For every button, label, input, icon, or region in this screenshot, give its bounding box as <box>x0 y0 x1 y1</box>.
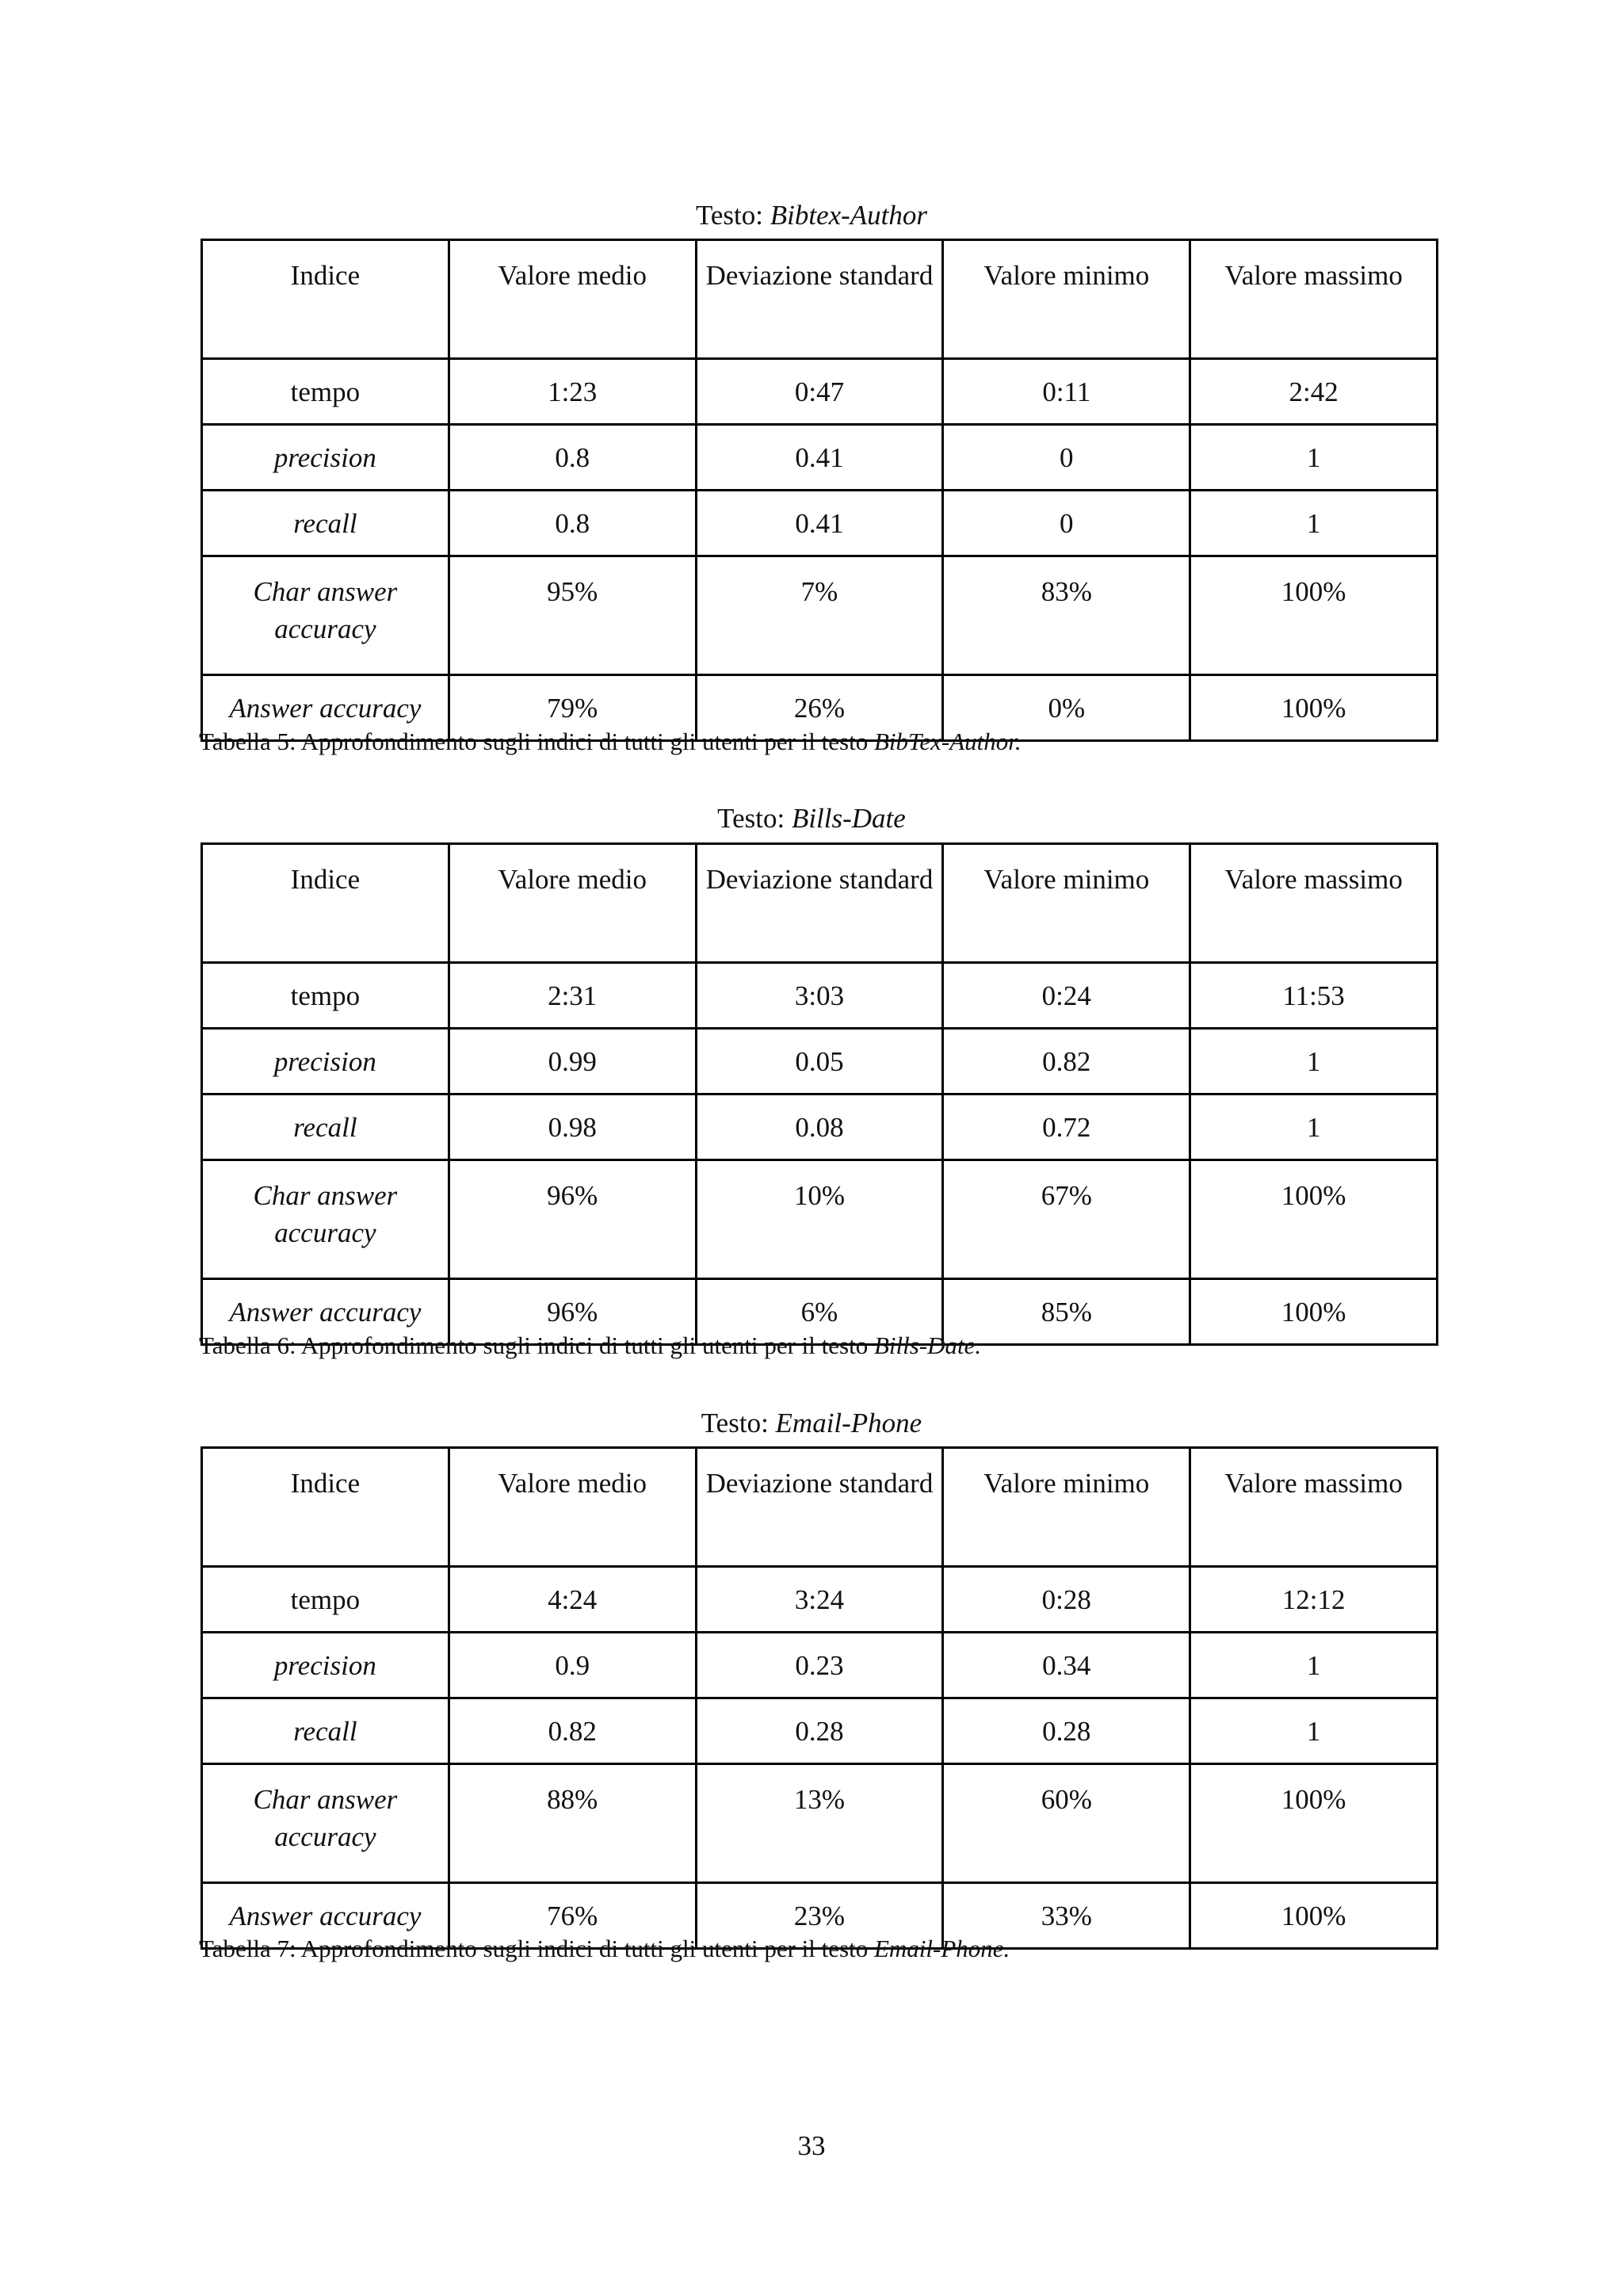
table-cell: 13% <box>696 1764 943 1883</box>
column-header: Indice <box>202 1448 449 1567</box>
table-cell: 0:24 <box>943 963 1190 1029</box>
table-cell: 1 <box>1190 425 1438 491</box>
column-header: Valore medio <box>449 240 696 359</box>
table-cell: 0.28 <box>943 1698 1190 1764</box>
table-row <box>202 1160 1438 1279</box>
table-cell: 0% <box>943 675 1190 741</box>
table-cell: 2:42 <box>1190 359 1438 425</box>
table-caption: Tabella 6: Approfondimento sugli indici di tutti gli utenti per il testo Bills-Date. <box>199 1331 982 1359</box>
row-label: precision <box>202 425 449 491</box>
table-cell: 26% <box>696 675 943 741</box>
table-cell: 100% <box>1190 1764 1438 1883</box>
table-cell: 60% <box>943 1764 1190 1883</box>
table-cell: 1 <box>1190 1698 1438 1764</box>
table-caption: Tabella 7: Approfondimento sugli indici di tutti gli utenti per il testo Email-Phone. <box>199 1935 1010 1962</box>
table-cell: 88% <box>449 1764 696 1883</box>
row-label: tempo <box>202 1567 449 1633</box>
table-cell: 0.82 <box>943 1029 1190 1095</box>
row-label: Answer accuracy <box>202 1279 449 1345</box>
table-cell: 23% <box>696 1883 943 1949</box>
table-cell: 3:24 <box>696 1567 943 1633</box>
table-cell: 4:24 <box>449 1567 696 1633</box>
table-cell: 3:03 <box>696 963 943 1029</box>
table-cell: 0:47 <box>696 359 943 425</box>
stats-table-email-phone <box>200 1446 1438 1950</box>
table-cell: 100% <box>1190 556 1438 675</box>
table-cell: 95% <box>449 556 696 675</box>
table-cell: 6% <box>696 1279 943 1345</box>
row-label: Answer accuracy <box>202 1883 449 1949</box>
row-label: Char answer accuracy <box>202 1160 449 1279</box>
table-cell: 0.08 <box>696 1095 943 1160</box>
table-cell: 0.98 <box>449 1095 696 1160</box>
table-title: Testo: Email-Phone <box>701 1408 922 1438</box>
table-row <box>202 1567 1438 1633</box>
table-row <box>202 963 1438 1029</box>
table-title: Testo: Bibtex-Author <box>695 200 928 231</box>
table-cell: 96% <box>449 1160 696 1279</box>
column-header: Valore minimo <box>943 844 1190 963</box>
table-cell: 100% <box>1190 1160 1438 1279</box>
table-cell: 83% <box>943 556 1190 675</box>
row-label: tempo <box>202 963 449 1029</box>
table-cell: 1 <box>1190 491 1438 556</box>
table-cell: 76% <box>449 1883 696 1949</box>
table-cell: 100% <box>1190 1883 1438 1949</box>
table-cell: 12:12 <box>1190 1567 1438 1633</box>
column-header: Valore massimo <box>1190 844 1438 963</box>
table-cell: 0.9 <box>449 1633 696 1698</box>
table-cell: 0.8 <box>449 491 696 556</box>
stats-table-bibtex-author <box>200 239 1438 742</box>
row-label: Char answer accuracy <box>202 556 449 675</box>
table-cell: 1 <box>1190 1029 1438 1095</box>
row-label: Answer accuracy <box>202 675 449 741</box>
table-row <box>202 1029 1438 1095</box>
table-cell: 0.23 <box>696 1633 943 1698</box>
column-header: Deviazione standard <box>696 240 943 359</box>
column-header: Valore massimo <box>1190 240 1438 359</box>
table-cell: 0.05 <box>696 1029 943 1095</box>
table-row <box>202 1698 1438 1764</box>
row-label: recall <box>202 1095 449 1160</box>
table-cell: 67% <box>943 1160 1190 1279</box>
table-cell: 0 <box>943 491 1190 556</box>
column-header: Valore minimo <box>943 240 1190 359</box>
header-row <box>202 844 1438 963</box>
table-title: Testo: Bills-Date <box>717 803 906 834</box>
table-cell: 1 <box>1190 1633 1438 1698</box>
table-row <box>202 491 1438 556</box>
column-header: Valore medio <box>449 844 696 963</box>
table-cell: 79% <box>449 675 696 741</box>
column-header: Valore massimo <box>1190 1448 1438 1567</box>
table-cell: 0.28 <box>696 1698 943 1764</box>
table-row <box>202 1095 1438 1160</box>
column-header: Deviazione standard <box>696 844 943 963</box>
table-caption: Tabella 5: Approfondimento sugli indici di tutti gli utenti per il testo BibTex-Author. <box>199 728 1022 755</box>
row-label: tempo <box>202 359 449 425</box>
table-cell: 7% <box>696 556 943 675</box>
row-label: precision <box>202 1633 449 1698</box>
row-label: Char answer accuracy <box>202 1764 449 1883</box>
table-cell: 100% <box>1190 675 1438 741</box>
table-cell: 0.99 <box>449 1029 696 1095</box>
table-row <box>202 1764 1438 1883</box>
header-row <box>202 1448 1438 1567</box>
column-header: Deviazione standard <box>696 1448 943 1567</box>
table-cell: 33% <box>943 1883 1190 1949</box>
table-cell: 0.72 <box>943 1095 1190 1160</box>
table-row <box>202 425 1438 491</box>
stats-table-bills-date <box>200 842 1438 1346</box>
table-cell: 0.34 <box>943 1633 1190 1698</box>
column-header: Indice <box>202 844 449 963</box>
table-row <box>202 1633 1438 1698</box>
row-label: precision <box>202 1029 449 1095</box>
table-cell: 1:23 <box>449 359 696 425</box>
table-cell: 2:31 <box>449 963 696 1029</box>
table-cell: 0.82 <box>449 1698 696 1764</box>
table-cell: 0:11 <box>943 359 1190 425</box>
table-cell: 11:53 <box>1190 963 1438 1029</box>
table-cell: 100% <box>1190 1279 1438 1345</box>
row-label: recall <box>202 1698 449 1764</box>
table-cell: 85% <box>943 1279 1190 1345</box>
header-row <box>202 240 1438 359</box>
table-row <box>202 359 1438 425</box>
table-cell: 10% <box>696 1160 943 1279</box>
row-label: recall <box>202 491 449 556</box>
table-cell: 1 <box>1190 1095 1438 1160</box>
column-header: Indice <box>202 240 449 359</box>
column-header: Valore minimo <box>943 1448 1190 1567</box>
table-cell: 0.8 <box>449 425 696 491</box>
table-row <box>202 556 1438 675</box>
table-cell: 0.41 <box>696 425 943 491</box>
table-cell: 0:28 <box>943 1567 1190 1633</box>
table-cell: 0.41 <box>696 491 943 556</box>
column-header: Valore medio <box>449 1448 696 1567</box>
table-cell: 0 <box>943 425 1190 491</box>
page-number: 33 <box>797 2130 826 2161</box>
table-cell: 96% <box>449 1279 696 1345</box>
